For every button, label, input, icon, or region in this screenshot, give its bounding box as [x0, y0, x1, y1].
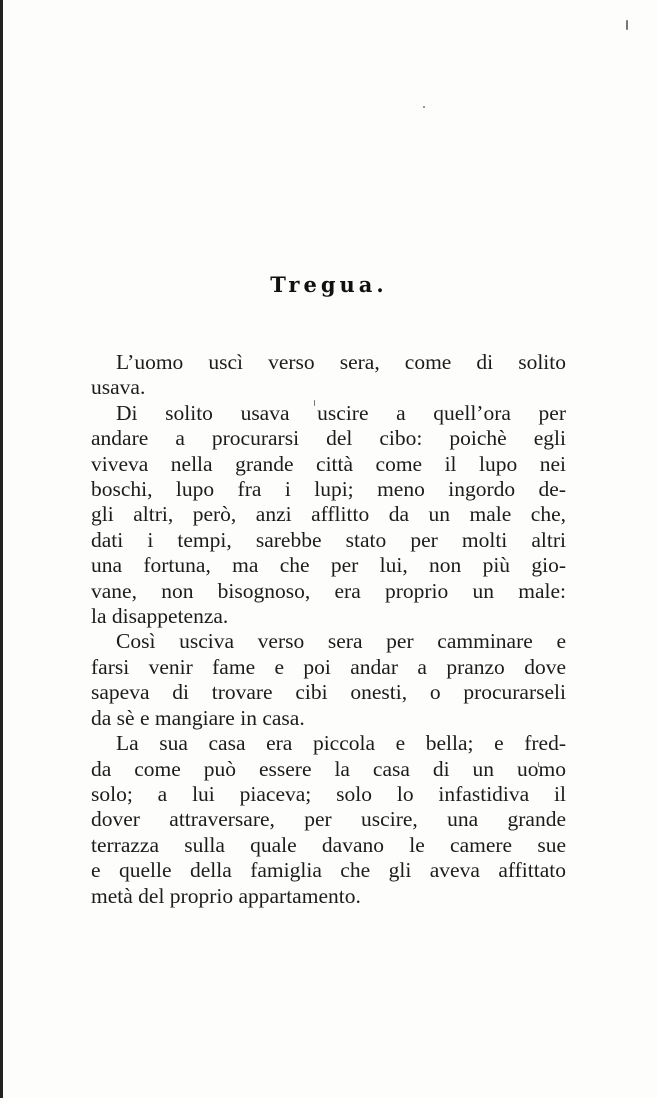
text-line: metà del proprio appartamento. [91, 883, 361, 908]
text-line: terrazza sulla quale davano le camere sue [91, 832, 566, 857]
text-line: andare a procurarsi del cibo: poichè egli [91, 426, 566, 451]
chapter-body [66, 350, 566, 909]
text-line: e quelle della famiglia che gli aveva affittato [91, 858, 566, 883]
text-line: dover attraversare, per uscire, una grande [91, 807, 566, 832]
text-line: Di solito usava uscire a quell’ora per [116, 400, 566, 425]
text-line: la disappetenza. [91, 604, 229, 629]
text-line: solo; a lui piaceva; solo lo infastidiva il [91, 781, 566, 806]
page-edge-shadow [0, 0, 3, 1098]
text-line: La sua casa era piccola e bella; e fred- [116, 731, 566, 756]
paragraph-3 [66, 629, 566, 731]
paragraph-2 [66, 401, 566, 630]
ink-speck [626, 20, 628, 30]
text-line: una fortuna, ma che per lui, non più gio- [91, 553, 566, 578]
text-line: boschi, lupo fra i lupi; meno ingordo de- [91, 477, 566, 502]
text-line: da come può essere la casa di un uomo [91, 756, 566, 781]
paragraph-4 [66, 731, 566, 909]
text-line: L’uomo uscì verso sera, come di solito [116, 350, 566, 374]
text-line: gli altri, però, anzi afflitto da un male che, [91, 502, 566, 527]
text-line: dati i tempi, sarebbe stato per molti altri [91, 527, 566, 552]
paragraph-1 [66, 350, 566, 401]
text-line: usava. [91, 375, 146, 400]
text-line: sapeva di trovare cibi onesti, o procurarseli [91, 680, 566, 705]
text-line: Così usciva verso sera per camminare e [116, 629, 566, 654]
text-line: da sè e mangiare in casa. [91, 705, 305, 730]
text-line: farsi venir fame e poi andar a pranzo dove [91, 654, 566, 679]
chapter-title: Tregua. [270, 272, 388, 297]
ink-speck [423, 106, 425, 108]
text-line: viveva nella grande città come il lupo nei [91, 451, 566, 476]
text-line: vane, non bisognoso, era proprio un male: [91, 578, 566, 603]
